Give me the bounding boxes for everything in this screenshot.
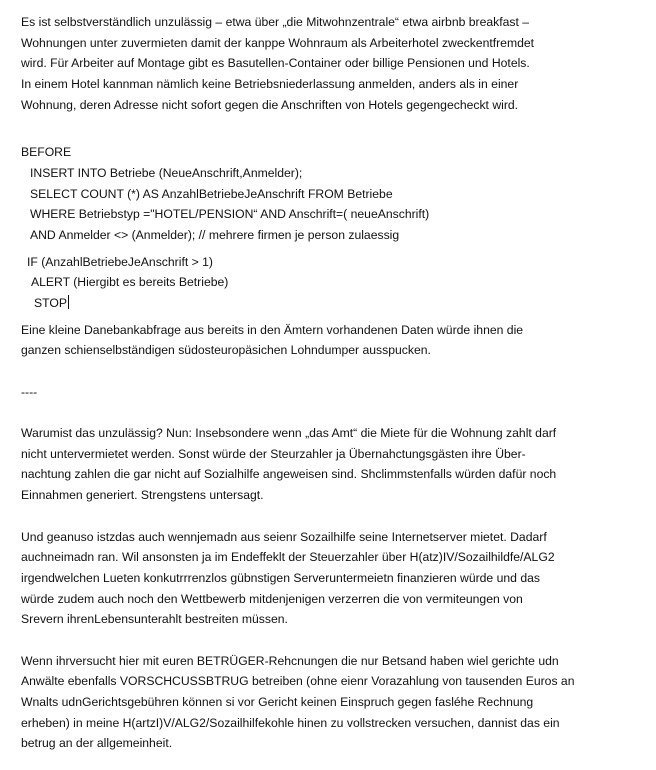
text-line: erheben) in meine H(artzI)V/ALG2/Sozailhilfekohle hinen zu vollstrecken versuchen, dannist das ein bbox=[21, 715, 560, 730]
text-line: wird. Für Arbeiter auf Montage gibt es Basutellen-Container oder billige Pensionen und Hotels. bbox=[21, 56, 530, 71]
blank-line bbox=[21, 361, 641, 382]
text-line: nachtung zahlen die gar nicht auf Sozialhilfe angeweisen sind. Shclimmstenfalls würden dafür noch bbox=[21, 467, 557, 482]
code-if: IF (AnzahlBetriebeJeAnschrift > 1) bbox=[27, 254, 213, 269]
text-line: irgendwelchen Lueten konkutrrrenzlos gübnstigen Serveruntermeietn finanzieren würde und das bbox=[21, 570, 540, 585]
separator: ---- bbox=[21, 384, 38, 399]
text-line: Einnahmen generiert. Strengstens untersagt. bbox=[21, 488, 264, 503]
text-line: Es ist selbstverständlich unzulässig – etwa über „die Mitwohnzentrale“ etwa airbnb breakfast – bbox=[21, 15, 530, 29]
text-line: ganzen schienselbständigen südosteuropäsichen Lohndumper ausspucken. bbox=[21, 343, 431, 358]
text-line: Eine kleine Danebankabfrage aus bereits in den Ämtern vorhandenen Daten würde ihnen die bbox=[21, 322, 524, 337]
paragraph-intro bbox=[21, 12, 641, 115]
text-line: Und geanuso istzdas auch wennjemadn aus seienr Sozailhilfe seine Internetserver mietet. Dadarf bbox=[21, 529, 547, 544]
text-line: nicht untervermietet werden. Sonst würde der Steurzahler ja Übernahctungsgästen ihre Über- bbox=[21, 446, 526, 461]
code-before: BEFORE bbox=[21, 145, 72, 160]
code-alert: ALERT (Hiergibt es bereits Betriebe) bbox=[31, 275, 229, 290]
code-where: WHERE Betriebstyp ="HOTEL/PENSION“ AND Anschrift=( neueAnschrift) bbox=[30, 207, 430, 222]
text-line: Srevern ihrenLebensunterahlt bestreiten müssen. bbox=[21, 612, 288, 627]
text-line: betrug an der allgemeinheit. bbox=[21, 736, 173, 751]
paragraph-fraud bbox=[21, 651, 641, 754]
blank-line bbox=[21, 402, 641, 423]
paragraph-server bbox=[21, 527, 641, 630]
text-line: Wnalts udnGerichtsgebühren können si vor Gericht keinen Einspruch gegen fasléhe Rechnung bbox=[21, 695, 534, 709]
code-block bbox=[21, 142, 641, 314]
paragraph-reason bbox=[21, 423, 641, 506]
blank-line bbox=[21, 115, 641, 136]
code-select: SELECT COUNT (*) AS AnzahlBetriebeJeAnschrift FROM Betriebe bbox=[30, 186, 393, 201]
text-line: würde zudem auch noch den Wettbewerb mitdenjenigen verzerren die von vermiteungen von bbox=[21, 591, 523, 606]
code-stop-line bbox=[21, 293, 641, 314]
code-insert: INSERT INTO Betriebe (NeueAnschrift,Anmelder); bbox=[30, 165, 303, 180]
text-line: auchneimadn ran. Wil ansonsten ja im Endeffeklt der Steuerzahler über H(atz)IV/Sozailhildfe/ALG2 bbox=[21, 550, 555, 565]
blank-line bbox=[21, 630, 641, 651]
text-line: Wohnungen unter zuvermieten damit der kanppe Wohnraum als Arbeiterhotel zweckentfremdet bbox=[21, 35, 535, 50]
blank-line bbox=[21, 506, 641, 527]
text-line: Warumist das unzulässig? Nun: Insebsondere wenn „das Amt“ die Miete für die Wohnung zahlt darf bbox=[21, 426, 557, 441]
document-body[interactable] bbox=[21, 12, 641, 754]
text-line: Wohnung, deren Adresse nicht sofort gegen die Anschriften von Hotels gegengecheckt wird. bbox=[21, 97, 519, 112]
paragraph-query bbox=[21, 320, 641, 361]
code-and: AND Anmelder <> (Anmelder); // mehrere firmen je person zulaessig bbox=[30, 227, 400, 242]
text-line: Wenn ihrversucht hier mit euren BETRÜGER-Rehcnungen die nur Betsand haben wiel gerichte udn bbox=[21, 653, 559, 668]
code-stop: STOP bbox=[34, 295, 67, 310]
text-cursor bbox=[68, 295, 69, 309]
text-line: In einem Hotel kannman nämlich keine Betriebsniederlassung anmelden, anders als in einer bbox=[21, 77, 519, 92]
text-line: Anwälte ebenfalls VORSCHCUSSBTRUG betreiben (ohne eienr Vorazahlung von tausenden Euros an bbox=[21, 674, 575, 689]
